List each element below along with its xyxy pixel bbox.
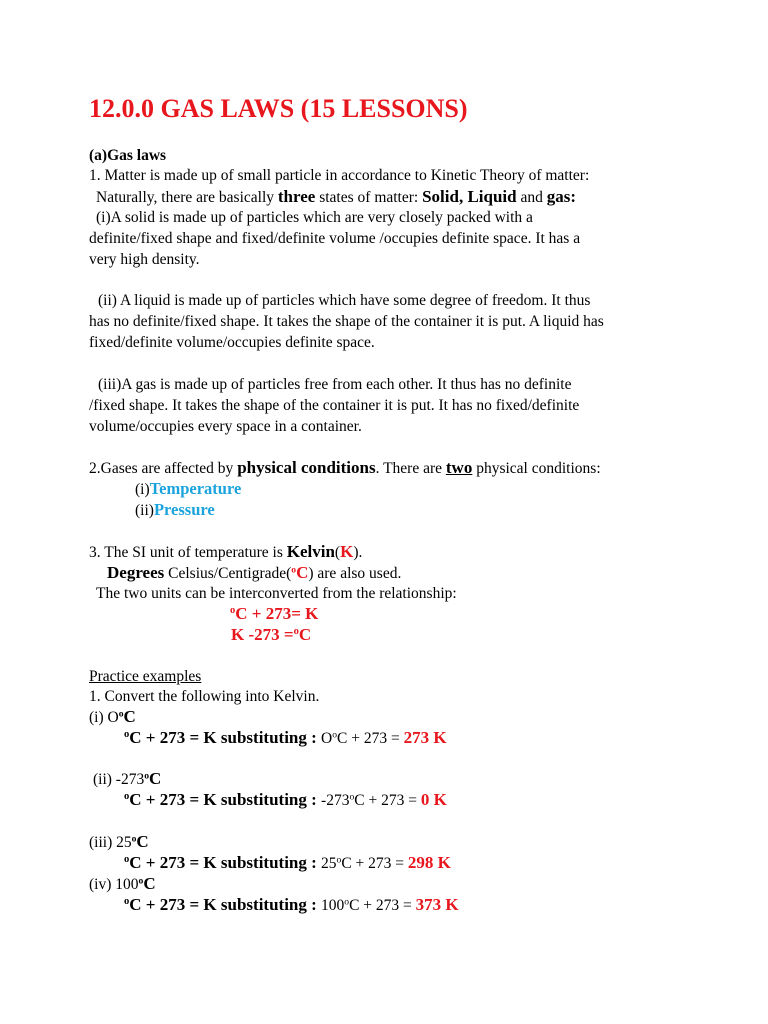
text-degree-o: o <box>293 626 299 638</box>
text-physical-conditions: physical conditions <box>237 458 376 477</box>
text-c: C <box>136 832 149 851</box>
text: Naturally, there are basically <box>96 189 278 206</box>
text-degree-o: o <box>124 791 130 803</box>
p1-line2 <box>96 186 576 208</box>
p3-line3: The two units can be interconverted from the relationship: <box>96 585 457 602</box>
text: 3. The SI unit of temperature is <box>89 544 287 561</box>
text-degrees: Degrees <box>107 563 165 582</box>
text-three: three <box>277 187 316 206</box>
example-answer: 373 K <box>415 895 459 914</box>
p3-line2 <box>107 562 401 584</box>
text: O <box>321 730 333 747</box>
text: 100 <box>321 897 345 914</box>
text: 2.Gases are affected by <box>89 460 238 477</box>
practice-intro: 1. Convert the following into Kelvin. <box>89 688 320 705</box>
text-degree-o: o <box>336 854 342 866</box>
example-work <box>124 727 447 749</box>
text: . There are <box>375 460 446 477</box>
text-k: K <box>340 542 354 561</box>
text: states of matter: <box>315 189 423 206</box>
text: Celsius/Centigrade( <box>164 565 292 582</box>
text-degree-o: o <box>349 791 355 803</box>
text-formula: C + 273 = K substituting : <box>129 790 322 809</box>
text-degree-o: o <box>344 896 350 908</box>
text-c: C <box>123 707 136 726</box>
condition-pressure <box>135 499 215 521</box>
example-work <box>124 852 451 874</box>
text: C + 273 = <box>349 897 416 914</box>
text-degree-o: o <box>291 564 297 576</box>
text-degree-o: o <box>124 729 130 741</box>
liquid-line2: has no definite/fixed shape. It takes the shape of the container it is put. A liquid has <box>89 313 604 330</box>
text: C + 273 = <box>337 730 404 747</box>
text-degree-o: o <box>138 875 144 887</box>
text: (iv) 100 <box>89 876 139 893</box>
example-answer: 298 K <box>407 853 451 872</box>
text: -273 <box>321 792 350 809</box>
text: ). <box>353 544 363 561</box>
practice-heading: Practice examples <box>89 668 202 685</box>
text: (ii) -273 <box>93 771 145 788</box>
solid-line2: definite/fixed shape and fixed/definite volume /occupies definite space. It has a <box>89 230 581 247</box>
formula-c-to-k <box>230 603 318 624</box>
example-label <box>89 873 156 895</box>
text: physical conditions: <box>472 460 601 477</box>
text-gas: gas: <box>546 187 577 206</box>
text: C + 273 = <box>354 792 421 809</box>
text-c: C <box>143 874 156 893</box>
formula-k-to-c <box>231 624 311 645</box>
text-c: C <box>149 769 162 788</box>
example-label <box>89 831 149 853</box>
text: C <box>298 625 312 644</box>
text-formula: C + 273 = K substituting : <box>129 728 322 747</box>
text-degree-o: o <box>332 729 338 741</box>
text-solid-liquid: Solid, Liquid <box>422 187 517 206</box>
text: C + 273= K <box>235 604 319 623</box>
text: and <box>516 189 547 206</box>
text: K -273 = <box>231 625 294 644</box>
example-work <box>124 789 447 811</box>
text: ( <box>334 544 341 561</box>
text: (iii) 25 <box>89 834 132 851</box>
text-degree-o: o <box>124 896 130 908</box>
p2-line <box>89 457 601 479</box>
text-degree-o: o <box>124 854 130 866</box>
gas-line1: (iii)A gas is made up of particles free from each other. It thus has no definite <box>98 376 572 393</box>
text-degree-o: o <box>131 833 137 845</box>
text: (ii) <box>135 502 154 519</box>
text-c: C <box>296 563 309 582</box>
section-heading: (a)Gas laws <box>89 147 167 164</box>
example-label <box>93 768 161 790</box>
text-degree-o: o <box>144 770 150 782</box>
text: (i) <box>135 481 150 498</box>
text-formula: C + 273 = K substituting : <box>129 853 322 872</box>
example-answer: 273 K <box>403 728 447 747</box>
gas-line2: /fixed shape. It takes the shape of the container it is put. It has no fixed/definite <box>89 397 580 414</box>
text-formula: C + 273 = K substituting : <box>129 895 322 914</box>
example-answer: 0 K <box>420 790 447 809</box>
example-label <box>89 706 136 728</box>
example-work <box>124 894 459 916</box>
gas-line3: volume/occupies every space in a container. <box>89 418 362 435</box>
text: (i) O <box>89 709 119 726</box>
p1-line1: 1. Matter is made up of small particle in accordance to Kinetic Theory of matter: <box>89 167 590 184</box>
text-degree-o: o <box>118 708 124 720</box>
p3-line1 <box>89 541 362 563</box>
liquid-line1: (ii) A liquid is made up of particles which have some degree of freedom. It thus <box>98 292 591 309</box>
text-kelvin: Kelvin <box>286 542 335 561</box>
solid-line1: (i)A solid is made up of particles which are very closely packed with a <box>96 209 533 226</box>
text-pressure: Pressure <box>153 500 215 519</box>
liquid-line3: fixed/definite volume/occupies definite space. <box>89 334 375 351</box>
text: 25 <box>321 855 337 872</box>
solid-line3: very high density. <box>89 251 200 268</box>
text-temperature: Temperature <box>149 479 242 498</box>
text: C + 273 = <box>341 855 408 872</box>
text-two: two <box>445 458 473 477</box>
text: ) are also used. <box>308 565 402 582</box>
condition-temperature <box>135 478 241 500</box>
page-title: 12.0.0 GAS LAWS (15 LESSONS) <box>89 94 468 123</box>
text-degree-o: o <box>230 605 236 617</box>
